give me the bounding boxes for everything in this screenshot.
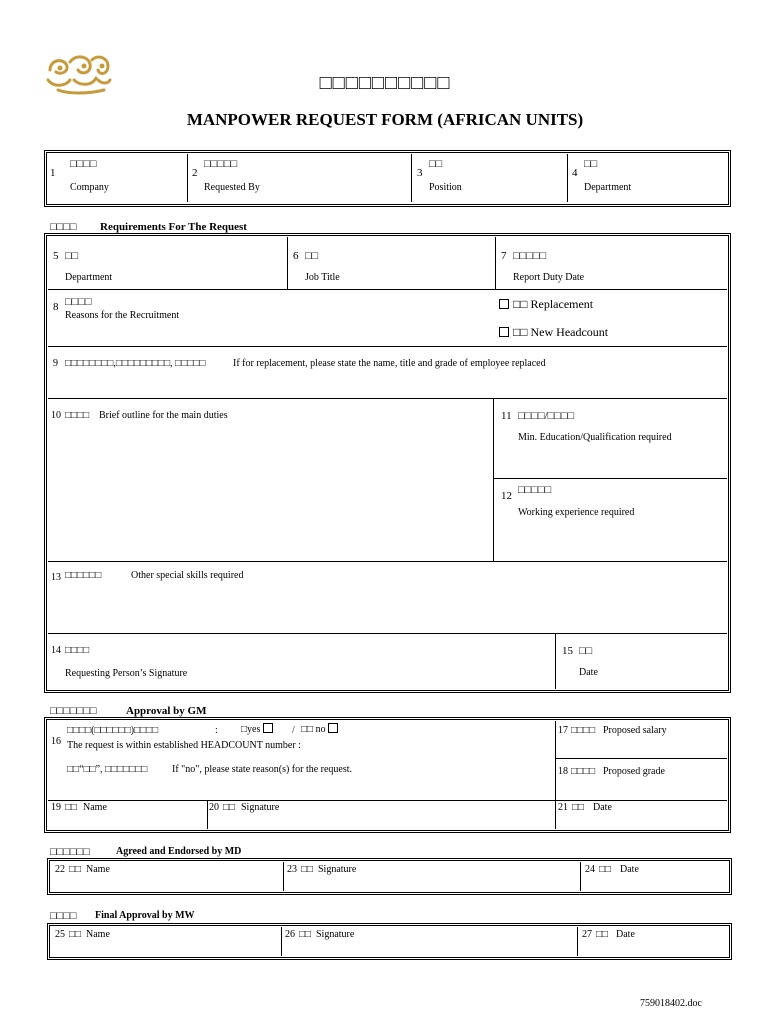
- field-9-label[interactable]: If for replacement, please state the name, title and grade of employee replaced: [233, 358, 546, 369]
- new-headcount-checkbox[interactable]: [499, 325, 608, 340]
- field-19-label[interactable]: Name: [83, 802, 107, 813]
- field-5-label-cn: □□: [65, 250, 79, 262]
- checkbox-icon[interactable]: [499, 327, 509, 337]
- field-18-label-cn: □□□□: [571, 766, 596, 777]
- field-7-label-cn: □□□□□: [513, 250, 547, 262]
- field-12-label-cn: □□□□□: [518, 484, 552, 496]
- field-5-number: 5: [53, 250, 59, 262]
- field-20-number: 20: [209, 802, 219, 813]
- field-3-label[interactable]: Position: [429, 182, 462, 193]
- field-24-label-cn: □□: [599, 864, 612, 875]
- field-14-number: 14: [51, 645, 61, 656]
- field-15-label[interactable]: Date: [579, 667, 598, 678]
- field-17-label-cn: □□□□: [571, 725, 596, 736]
- field-2-number: 2: [192, 167, 198, 179]
- checkbox-icon[interactable]: [328, 723, 338, 733]
- field-16-note-cn: □□“□□”, □□□□□□□: [67, 764, 148, 775]
- replacement-checkbox[interactable]: [499, 297, 593, 312]
- field-17-label[interactable]: Proposed salary: [603, 725, 667, 736]
- field-18-number: 18: [558, 766, 568, 777]
- top-info-box: [44, 150, 731, 207]
- field-25-label-cn: □□: [69, 929, 82, 940]
- field-26-label-cn: □□: [299, 929, 312, 940]
- headcount-yes-label: □yes: [241, 724, 261, 735]
- field-4-label[interactable]: Department: [584, 182, 632, 193]
- field-12-number: 12: [501, 490, 512, 502]
- field-10-number: 10: [51, 410, 61, 421]
- field-19-number: 19: [51, 802, 61, 813]
- field-22-label[interactable]: Name: [86, 864, 110, 875]
- field-21-label[interactable]: Date: [593, 802, 612, 813]
- field-11-label[interactable]: Min. Education/Qualification required: [518, 432, 672, 443]
- field-1-label[interactable]: Company: [70, 182, 109, 193]
- field-8-label-cn: □□□□: [65, 296, 92, 308]
- field-2-label[interactable]: Requested By: [204, 182, 260, 193]
- field-25-number: 25: [55, 929, 65, 940]
- field-23-number: 23: [287, 864, 297, 875]
- field-22-number: 22: [55, 864, 65, 875]
- field-16-number: 16: [51, 736, 61, 747]
- field-12-label[interactable]: Working experience required: [518, 507, 635, 518]
- headcount-separator: /: [292, 725, 295, 736]
- field-13-number: 13: [51, 572, 61, 583]
- field-16-note: If "no", please state reason(s) for the request.: [172, 764, 353, 775]
- field-27-label-cn: □□: [596, 929, 609, 940]
- field-11-number: 11: [501, 410, 512, 422]
- field-23-label[interactable]: Signature: [318, 864, 357, 875]
- field-13-label-cn: □□□□□□: [65, 570, 102, 581]
- field-20-label-cn: □□: [223, 802, 236, 813]
- field-20-label[interactable]: Signature: [241, 802, 280, 813]
- field-16-colon: :: [215, 725, 218, 736]
- headcount-yes-option[interactable]: [241, 723, 277, 735]
- replacement-label: □□ Replacement: [513, 297, 594, 311]
- field-4-number: 4: [572, 167, 578, 179]
- checkbox-icon[interactable]: [499, 299, 509, 309]
- field-16-label: The request is within established HEADCOUNT number :: [67, 740, 301, 751]
- field-15-number: 15: [562, 645, 573, 657]
- field-4-label-cn: □□: [584, 158, 598, 170]
- field-6-number: 6: [293, 250, 299, 262]
- field-8-number: 8: [53, 301, 59, 313]
- field-21-label-cn: □□: [572, 802, 585, 813]
- field-6-label-cn: □□: [305, 250, 319, 262]
- gm-heading: Approval by GM: [126, 705, 207, 717]
- field-14-label-cn: □□□□: [65, 645, 90, 656]
- field-1-number: 1: [50, 167, 56, 179]
- field-3-number: 3: [417, 167, 423, 179]
- field-15-label-cn: □□: [579, 645, 593, 657]
- document-id: 759018402.doc: [640, 998, 702, 1009]
- field-14-label[interactable]: Requesting Person’s Signature: [65, 668, 188, 679]
- field-8-label: Reasons for the Recruitment: [65, 310, 180, 321]
- headcount-no-label: □□ no: [301, 724, 326, 735]
- field-19-label-cn: □□: [65, 802, 78, 813]
- new-headcount-label: □□ New Headcount: [513, 325, 609, 339]
- requirements-box: [44, 233, 731, 693]
- requirements-heading: Requirements For The Request: [100, 221, 247, 233]
- field-11-label-cn: □□□□/□□□□: [518, 410, 575, 422]
- field-27-label[interactable]: Date: [616, 929, 635, 940]
- field-10-label[interactable]: Brief outline for the main duties: [99, 410, 228, 421]
- gm-heading-cn: □□□□□□□: [50, 705, 97, 717]
- field-10-label-cn: □□□□: [65, 410, 90, 421]
- field-7-label[interactable]: Report Duty Date: [513, 272, 585, 283]
- field-2-label-cn: □□□□□: [204, 158, 238, 170]
- form-title: MANPOWER REQUEST FORM (AFRICAN UNITS): [186, 110, 584, 129]
- field-26-number: 26: [285, 929, 295, 940]
- field-6-label[interactable]: Job Title: [305, 272, 340, 283]
- field-13-label[interactable]: Other special skills required: [131, 570, 244, 581]
- field-26-label[interactable]: Signature: [316, 929, 355, 940]
- field-16-label-cn: □□□□(□□□□□□)□□□□: [67, 725, 159, 736]
- field-24-number: 24: [585, 864, 595, 875]
- headcount-no-option[interactable]: [301, 723, 342, 735]
- field-17-number: 17: [558, 725, 568, 736]
- field-9-label-cn: □□□□□□□□,□□□□□□□□□, □□□□□: [65, 358, 206, 369]
- mw-heading-cn: □□□□: [50, 910, 77, 922]
- field-23-label-cn: □□: [301, 864, 314, 875]
- field-1-label-cn: □□□□: [70, 158, 97, 170]
- form-title-chinese: □□□□□□□□□□: [319, 72, 451, 94]
- field-21-number: 21: [558, 802, 568, 813]
- field-3-label-cn: □□: [429, 158, 443, 170]
- field-25-label[interactable]: Name: [86, 929, 110, 940]
- md-heading: Agreed and Endorsed by MD: [116, 846, 242, 857]
- checkbox-icon[interactable]: [263, 723, 273, 733]
- field-18-label[interactable]: Proposed grade: [603, 766, 665, 777]
- field-5-label[interactable]: Department: [65, 272, 113, 283]
- mw-heading: Final Approval by MW: [95, 910, 195, 921]
- field-7-number: 7: [501, 250, 507, 262]
- field-9-number: 9: [53, 358, 58, 369]
- field-22-label-cn: □□: [69, 864, 82, 875]
- field-24-label[interactable]: Date: [620, 864, 639, 875]
- field-27-number: 27: [582, 929, 592, 940]
- md-heading-cn: □□□□□□: [50, 846, 90, 858]
- requirements-heading-cn: □□□□: [50, 221, 77, 233]
